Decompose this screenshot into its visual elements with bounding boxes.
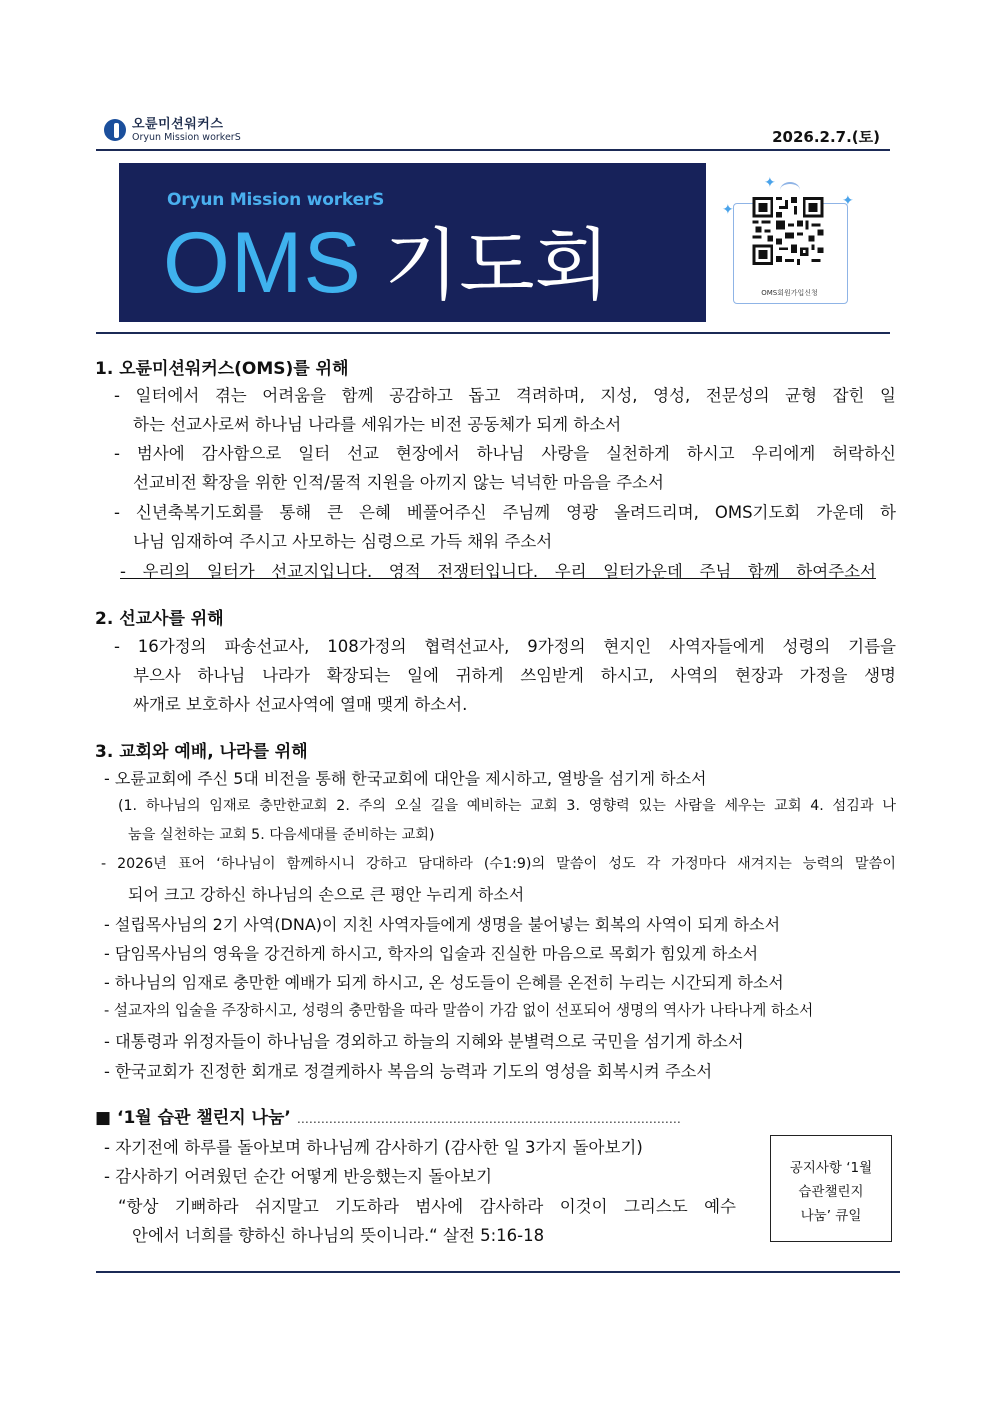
banner-title-korean: 기도회	[383, 221, 610, 311]
prayer-line: - 16가정의 파송선교사, 108가정의 협력선교사, 9가정의 현지인 사역자들에게 성령의 기름을	[114, 637, 896, 656]
challenge-verse-line: 안에서 너희를 향하신 하나님의 뜻이니라.“ 살전 5:16-18	[132, 1226, 545, 1245]
prayer-line: 싸개로 보호하사 선교사역에 열매 맺게 하소서.	[133, 695, 468, 714]
prayer-line: - 하나님의 임재로 충만한 예배가 되게 하시고, 온 성도들이 은혜를 온전히 누리는 시간되게 하소서	[104, 973, 784, 992]
prayer-line: - 신년축복기도회를 통해 큰 은혜 베풀어주신 주님께 영광 올려드리며, OMS기도회 가운데 하	[114, 503, 896, 522]
prayer-line: 하는 선교사로써 하나님 나라를 세워가는 비전 공동체가 되게 하소서	[133, 415, 622, 434]
prayer-line: - 설교자의 입술을 주장하시고, 성령의 충만함을 따라 말씀이 가감 없이 선포되어 생명의 역사가 나타나게 하소서	[104, 1002, 814, 1019]
challenge-heading-row	[95, 1103, 681, 1128]
top-divider	[96, 149, 890, 151]
sparkle-icon: ✦	[842, 193, 854, 209]
prayer-line: 선교비전 확장을 위한 인적/물적 지원을 아끼지 않는 넉넉한 마음을 주소서	[133, 473, 664, 492]
logo-english: Oryun Mission workerS	[132, 132, 241, 143]
section-heading-missionaries: 2. 선교사를 위해	[95, 609, 224, 629]
banner-title	[163, 203, 610, 315]
bulletin-date: 2026.2.7.(토)	[772, 128, 880, 146]
banner-divider	[96, 332, 890, 334]
prayer-line: 나님 임재하여 주시고 사모하는 심령으로 가득 채워 주소서	[133, 532, 553, 551]
org-logo	[104, 118, 241, 143]
qr-card-notch	[780, 182, 800, 198]
prayer-line: 되어 크고 강하신 하나님의 손으로 큰 평안 누리게 하소서	[128, 885, 525, 904]
logo-mark-icon	[104, 119, 126, 141]
logo-korean: 오륜미션워커스	[132, 117, 224, 132]
sparkle-icon: ✦	[764, 175, 776, 191]
prayer-line-underlined: - 우리의 일터가 선교지입니다. 영적 전쟁터입니다. 우리 일터가운데 주님 함께 하여주소서	[120, 562, 876, 581]
challenge-line: - 감사하기 어려웠던 순간 어떻게 반응했는지 돌아보기	[104, 1167, 493, 1186]
prayer-line: - 범사에 감사함으로 일터 선교 현장에서 하나님 사랑을 실천하게 하시고 우리에게 허락하신	[114, 444, 896, 463]
sparkle-icon: ✦	[722, 202, 734, 218]
section-heading-oms: 1. 오륜미션워커스(OMS)를 위해	[95, 359, 349, 379]
prayer-line: - 한국교회가 진정한 회개로 정결케하사 복음의 능력과 기도의 영성을 회복시켜 주소서	[104, 1062, 713, 1081]
prayer-line: - 대통령과 위정자들이 하나님을 경외하고 하늘의 지혜와 분별력으로 국민을 섬기게 하소서	[104, 1032, 744, 1051]
bottom-divider	[96, 1271, 900, 1273]
notice-box-line: 습관챌린지	[798, 1184, 864, 1200]
qr-code-icon[interactable]	[752, 197, 824, 265]
notice-box-line: 나눔’ 큐일	[800, 1208, 862, 1224]
title-banner	[119, 163, 706, 322]
section-heading-church: 3. 교회와 예배, 나라를 위해	[95, 742, 308, 762]
notice-box	[770, 1135, 892, 1242]
prayer-line: 부으사 하나님 나라가 확장되는 일에 귀하게 쓰임받게 하시고, 사역의 현장과 가정을 생명	[133, 666, 896, 685]
banner-subtitle: Oryun Mission workerS	[167, 190, 385, 210]
notice-box-line: 공지사항 ‘1월	[789, 1160, 873, 1176]
prayer-line: - 2026년 표어 ‘하나님이 함께하시니 강하고 담대하라 (수1:9)의 말씀이 성도 각 가정마다 새겨지는 능력의 말씀이	[101, 856, 896, 872]
prayer-line: - 담임목사님의 영육을 강건하게 하시고, 학자의 입술과 진실한 마음으로 목회가 힘있게 하소서	[104, 944, 759, 963]
prayer-line: - 일터에서 겪는 어려움을 함께 공감하고 돕고 격려하며, 지성, 영성, 전문성의 균형 잡힌 일	[114, 386, 896, 405]
prayer-line: - 오륜교회에 주신 5대 비전을 통해 한국교회에 대안을 제시하고, 열방을 섬기게 하소서	[104, 769, 707, 788]
prayer-line: - 설립목사님의 2기 사역(DNA)이 지친 사역자들에게 생명을 불어넣는 회복의 사역이 되게 하소서	[104, 915, 781, 934]
banner-title-oms: OMS	[163, 215, 362, 311]
challenge-heading: ■ ‘1월 습관 챌린지 나눔’	[95, 1108, 291, 1128]
dotted-leader: ……………………………………………………………………………………	[296, 1112, 681, 1126]
prayer-line: 눔을 실천하는 교회 5. 다음세대를 준비하는 교회)	[128, 827, 435, 843]
prayer-line: (1. 하나님의 임재로 충만한교회 2. 주의 오실 길을 예비하는 교회 3. 영향력 있는 사람을 세우는 교회 4. 섬김과 나	[118, 798, 896, 814]
challenge-verse-line: “항상 기뻐하라 쉬지말고 기도하라 범사에 감사하라 이것이 그리스도 예수	[118, 1197, 736, 1216]
qr-caption: OMS회원가입신청	[761, 289, 818, 297]
challenge-line: - 자기전에 하루를 돌아보며 하나님께 감사하기 (감사한 일 3가지 돌아보기)	[104, 1138, 643, 1157]
